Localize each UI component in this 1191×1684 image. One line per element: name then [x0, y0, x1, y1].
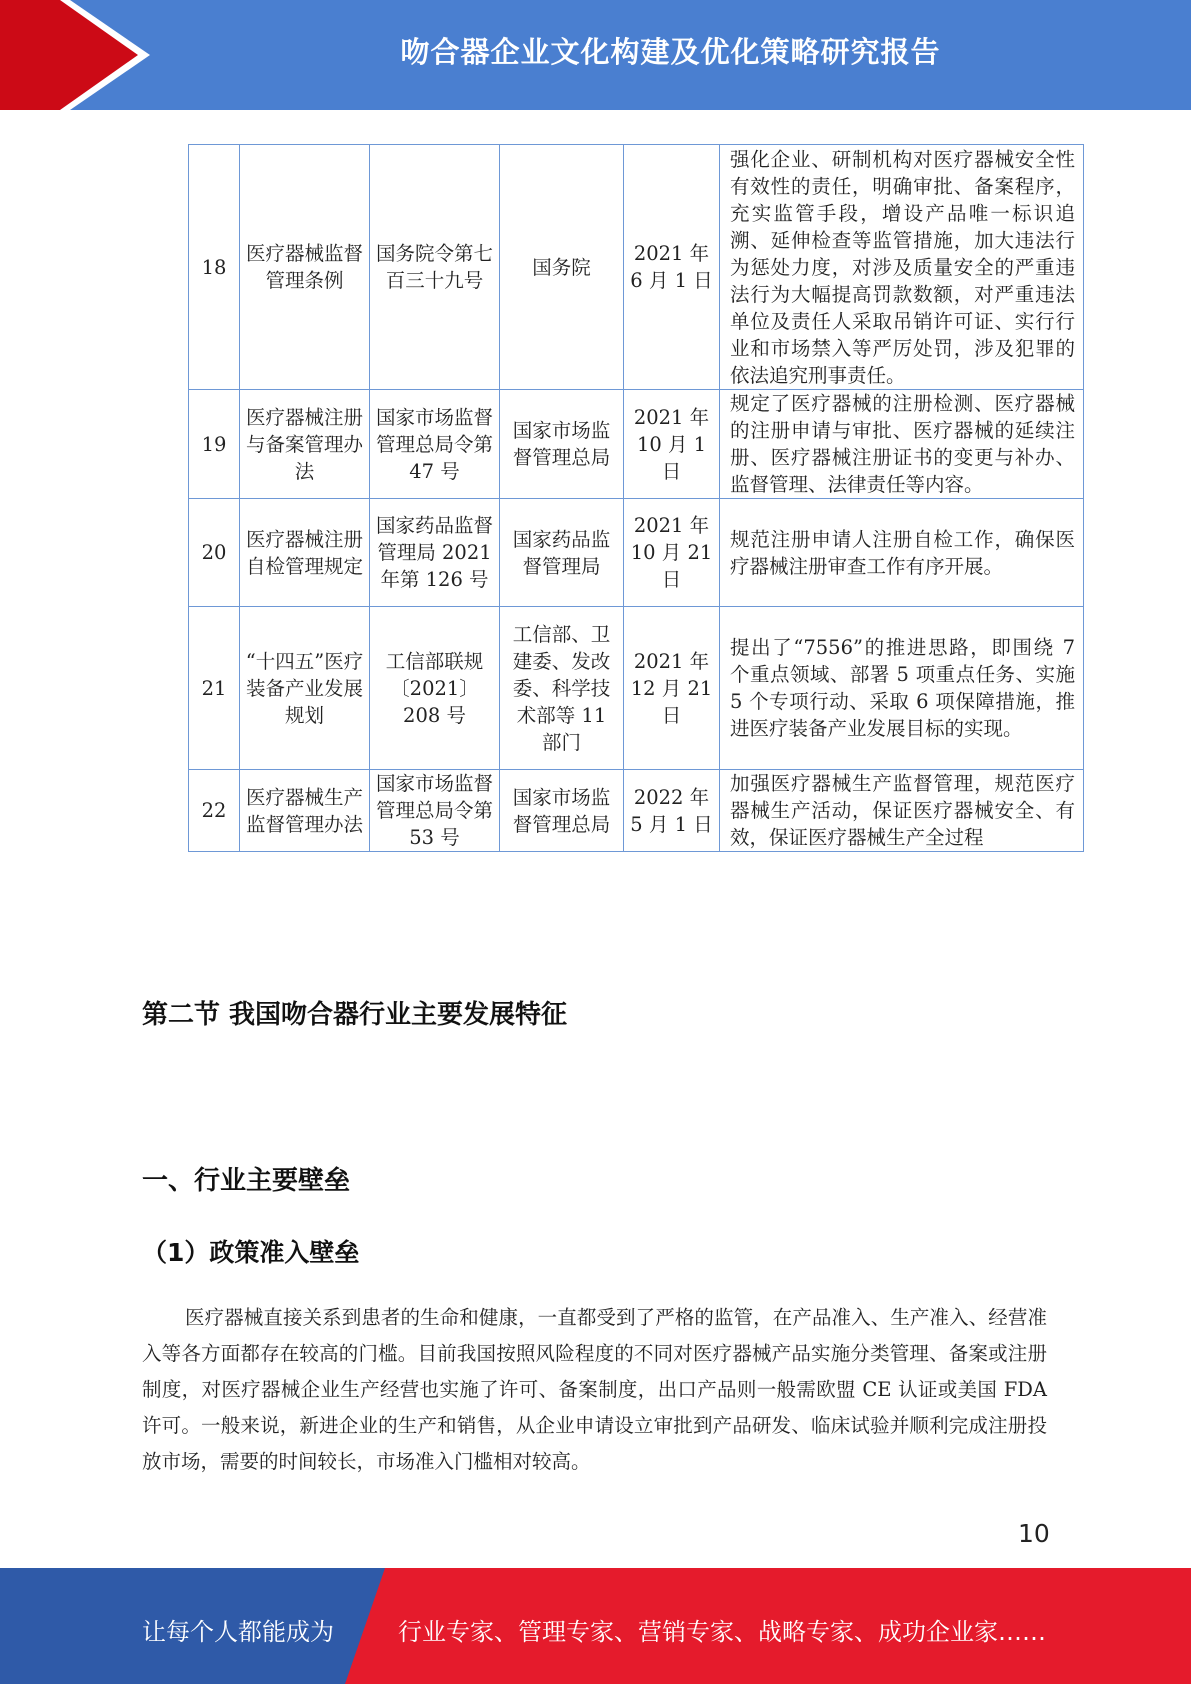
table-row — [189, 145, 1084, 390]
row-number: 21 — [189, 607, 240, 770]
document-number: 国务院令第七百三十九号 — [370, 145, 500, 390]
issuing-authority: 国家市场监督管理总局 — [500, 770, 624, 852]
regulation-description: 加强医疗器械生产监督管理，规范医疗器械生产活动，保证医疗器械安全、有效，保证医疗器械生产全过程 — [720, 770, 1084, 852]
header-arrow-decoration — [0, 0, 160, 110]
regulation-name: 医疗器械监督管理条例 — [240, 145, 370, 390]
section-heading: 第二节 我国吻合器行业主要发展特征 — [142, 1000, 568, 1030]
effective-date: 2021 年 12 月 21 日 — [624, 607, 720, 770]
subsub-heading: （1）政策准入壁垒 — [142, 1238, 360, 1267]
row-number: 22 — [189, 770, 240, 852]
regulation-description: 规范注册申请人注册自检工作，确保医疗器械注册审查工作有序开展。 — [720, 499, 1084, 607]
document-title: 吻合器企业文化构建及优化策略研究报告 — [400, 35, 941, 69]
issuing-authority: 国务院 — [500, 145, 624, 390]
document-number: 国家市场监督管理总局令第 53 号 — [370, 770, 500, 852]
table-row — [189, 607, 1084, 770]
table-row — [189, 499, 1084, 607]
regulation-name: 医疗器械注册自检管理规定 — [240, 499, 370, 607]
regulation-name: “十四五”医疗装备产业发展规划 — [240, 607, 370, 770]
effective-date: 2021 年 6 月 1 日 — [624, 145, 720, 390]
page-header — [0, 0, 1191, 110]
issuing-authority: 国家市场监督管理总局 — [500, 390, 624, 499]
effective-date: 2021 年 10 月 1 日 — [624, 390, 720, 499]
effective-date: 2022 年 5 月 1 日 — [624, 770, 720, 852]
regulation-description: 规定了医疗器械的注册检测、医疗器械的注册申请与审批、医疗器械的延续注册、医疗器械注册证书的变更与补办、监督管理、法律责任等内容。 — [720, 390, 1084, 499]
regulation-description: 强化企业、研制机构对医疗器械安全性有效性的责任，明确审批、备案程序，充实监管手段，增设产品唯一标识追溯、延伸检查等监管措施，加大违法行为惩处力度，对涉及质量安全的严重违法行为大幅提高罚款数额，对严重违法单位及责任人采取吊销许可证、实行行业和市场禁入等严厉处罚，涉及犯罪的依法追究刑事责任。 — [720, 145, 1084, 390]
regulation-name: 医疗器械生产监督管理办法 — [240, 770, 370, 852]
row-number: 18 — [189, 145, 240, 390]
page-number: 10 — [1018, 1519, 1050, 1548]
footer-slogan-right: 行业专家、管理专家、营销专家、战略专家、成功企业家…… — [398, 1618, 1046, 1646]
document-number: 国家药品监督管理局 2021 年第 126 号 — [370, 499, 500, 607]
issuing-authority: 国家药品监督管理局 — [500, 499, 624, 607]
regulation-description: 提出了“7556”的推进思路，即围绕 7 个重点领域、部署 5 项重点任务、实施 5 个专项行动、采取 6 项保障措施，推进医疗装备产业发展目标的实现。 — [720, 607, 1084, 770]
table-row — [189, 770, 1084, 852]
document-number: 国家市场监督管理总局令第 47 号 — [370, 390, 500, 499]
regulation-name: 医疗器械注册与备案管理办法 — [240, 390, 370, 499]
table-row — [189, 390, 1084, 499]
row-number: 19 — [189, 390, 240, 499]
body-paragraph: 医疗器械直接关系到患者的生命和健康，一直都受到了严格的监管，在产品准入、生产准入、经营准入等各方面都存在较高的门槛。目前我国按照风险程度的不同对医疗器械产品实施分类管理、备案或注册制度，对医疗器械企业生产经营也实施了许可、备案制度，出口产品则一般需欧盟 CE 认证或美国 FDA 许可。一般来说，新进企业的生产和销售，从企业申请设立审批到产品研发、临床试验并顺利完成注册投放市场，需要的时间较长，市场准入门槛相对较高。 — [142, 1306, 1047, 1473]
issuing-authority: 工信部、卫建委、发改委、科学技术部等 11 部门 — [500, 607, 624, 770]
regulation-table — [188, 144, 1084, 852]
document-number: 工信部联规〔2021〕208 号 — [370, 607, 500, 770]
sub-heading: 一、行业主要壁垒 — [142, 1166, 351, 1196]
footer-slogan-left: 让每个人都能成为 — [142, 1618, 334, 1646]
row-number: 20 — [189, 499, 240, 607]
page-footer — [0, 1568, 1191, 1684]
effective-date: 2021 年 10 月 21 日 — [624, 499, 720, 607]
